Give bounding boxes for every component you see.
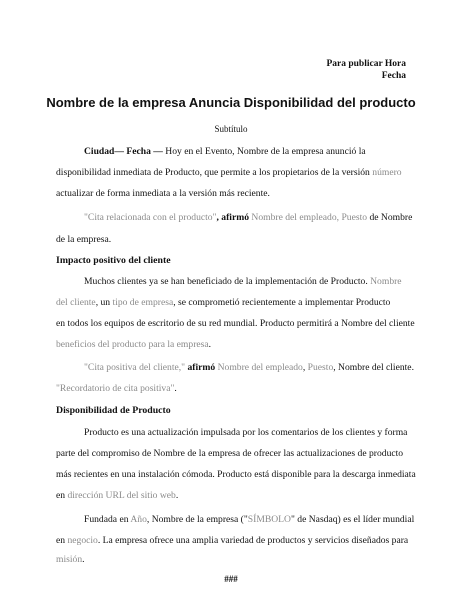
paragraph-1-text: disponibilidad inmediata de Producto, que permite a los propietarios de la versión: [56, 167, 373, 178]
paragraph-3-text: .: [208, 339, 212, 350]
subtitle: Subtítulo: [214, 124, 248, 134]
release-date: Fecha: [381, 71, 406, 81]
placeholder-quote-reminder: "Recordatorio de cita positiva": [56, 383, 175, 394]
placeholder-mission: misión: [56, 554, 83, 565]
headline: Nombre de la empresa Anuncia Disponibilidad del producto: [46, 95, 416, 110]
paragraph-6-text: " de Nasdaq) es el líder mundial: [290, 514, 415, 525]
paragraph-2-text: de Nombre: [367, 212, 413, 223]
says-text: , afirmó: [216, 212, 252, 223]
paragraph-4-line-1: [84, 362, 414, 373]
paragraph-6-text: .: [82, 554, 85, 565]
paragraph-6-text: . La empresa ofrece una amplia variedad de productos y servicios diseñados para: [97, 535, 409, 546]
paragraph-4-text: .: [174, 383, 177, 394]
placeholder-version: número: [372, 167, 402, 178]
paragraph-5-line-1: Producto es una actualización impulsada por los comentarios de los clientes y forma: [84, 427, 408, 438]
placeholder-year: Año: [130, 514, 147, 525]
paragraph-6-line-3: [56, 554, 85, 565]
paragraph-6-line-2: [56, 535, 408, 546]
placeholder-title: Puesto: [307, 362, 334, 373]
placeholder-website-url: dirección URL del sitio web: [67, 490, 176, 501]
says-text: afirmó: [185, 362, 218, 373]
paragraph-2-line-2: de la empresa.: [56, 234, 112, 245]
paragraph-6-line-1: [84, 514, 414, 525]
placeholder-customer-name: Nombre: [370, 276, 402, 287]
paragraph-5-line-2: parte del compromiso de Nombre de la empresa de ofrecer las actualizaciones de producto: [56, 448, 404, 459]
paragraph-1-text: Hoy en el Evento, Nombre de la empresa anunció la: [162, 146, 366, 157]
paragraph-3-line-4: [56, 339, 211, 350]
section-heading-availability: Disponibilidad de Producto: [56, 405, 171, 416]
paragraph-4-line-2: [56, 383, 177, 394]
paragraph-5-line-4: [56, 490, 178, 501]
paragraph-3-line-2: [56, 297, 390, 308]
paragraph-4-text: ,: [302, 362, 308, 373]
paragraph-3-line-1: [84, 276, 402, 287]
end-mark: ###: [224, 574, 238, 584]
paragraph-3-line-3: en todos los equipos de escritorio de su red mundial. Producto permitirá a Nombre del cliente: [56, 318, 415, 329]
release-info: [326, 58, 406, 82]
paragraph-1-line-3: actualizar de forma inmediata a la versión más reciente.: [56, 188, 270, 199]
paragraph-1-line-2: [56, 167, 402, 178]
paragraph-2-line-1: [84, 212, 412, 223]
placeholder-company-type: tipo de empresa: [112, 297, 174, 308]
paragraph-6-text: , Nombre de la empresa (": [146, 514, 248, 525]
placeholder-business: negocio: [67, 535, 98, 546]
paragraph-3-text: , se comprometió recientemente a implementar Producto: [173, 297, 391, 308]
paragraph-1-line-1: [84, 146, 366, 157]
placeholder-customer-quote: "Cita positiva del cliente,": [84, 362, 186, 373]
placeholder-benefits: beneficios del producto para la empresa: [56, 339, 209, 350]
paragraph-3-text: Muchos clientes ya se han beneficiado de la implementación de Producto.: [84, 276, 371, 287]
paragraph-5-text: en: [56, 490, 68, 501]
placeholder-customer: del cliente: [56, 297, 96, 308]
placeholder-employee: Nombre del empleado, Puesto: [251, 212, 368, 223]
placeholder-employee-name: Nombre del empleado: [217, 362, 303, 373]
paragraph-4-text: , Nombre del cliente.: [333, 362, 414, 373]
placeholder-product-quote: "Cita relacionada con el producto": [84, 212, 217, 223]
paragraph-3-text: , un: [95, 297, 113, 308]
paragraph-5-text: .: [175, 490, 179, 501]
placeholder-symbol: SÍMBOLO: [247, 514, 291, 525]
paragraph-5-line-3: más recientes en una instalación cómoda. Producto está disponible para la descarga inmediata: [56, 469, 416, 480]
dateline: Ciudad— Fecha —: [84, 146, 163, 157]
paragraph-6-text: Fundada en: [84, 514, 131, 525]
release-time: Para publicar Hora: [326, 59, 406, 69]
section-heading-customer-impact: Impacto positivo del cliente: [56, 255, 171, 266]
paragraph-6-text: en: [56, 535, 68, 546]
